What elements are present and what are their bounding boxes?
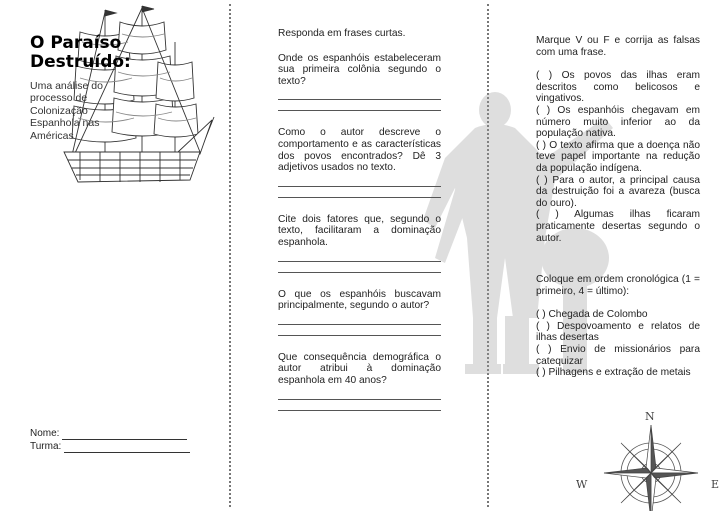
- name-label: Nome:: [30, 427, 60, 439]
- order-item: ( ) Chegada de Colombo: [536, 309, 648, 321]
- answer-lines-4[interactable]: [278, 314, 441, 336]
- brochure-title: O Paraíso Destruído:: [30, 33, 131, 72]
- tf-item: ( ) O texto afirma que a doença não teve papel importante na redução da população indígena.: [536, 139, 700, 174]
- order-intro: Coloque em ordem cronológica (1 = primeiro, 4 = último):: [536, 274, 700, 297]
- student-info: [30, 427, 190, 453]
- class-line: [64, 443, 190, 453]
- compass-rose-icon: [596, 411, 706, 511]
- question-1: Onde os espanhóis estabeleceram sua primeira colônia segundo o texto?: [278, 52, 441, 87]
- answer-lines-1[interactable]: [278, 89, 441, 111]
- tf-item: ( ) Algumas ilhas ficaram praticamente desertas segundo o autor.: [536, 209, 700, 244]
- fold-line-left: [229, 4, 231, 507]
- true-false-intro: Marque V ou F e corrija as falsas com uma frase.: [536, 35, 700, 58]
- order-item: ( ) Envio de missionários para catequizar: [536, 344, 700, 367]
- tf-item: ( ) Os espanhóis chegavam em número muito inferior ao da população nativa.: [536, 104, 700, 140]
- order-item: ( ) Pilhagens e extração de metais: [536, 367, 691, 379]
- compass-north-label: N: [645, 410, 655, 423]
- question-3: Cite dois fatores que, segundo o texto, facilitaram a dominação espanhola.: [278, 213, 441, 248]
- answer-lines-5[interactable]: [278, 389, 441, 411]
- class-label: Turma:: [30, 440, 62, 452]
- class-row: [30, 440, 190, 453]
- answer-lines-3[interactable]: [278, 251, 441, 273]
- tf-item: ( ) Para o autor, a principal causa da destruição foi a avareza (busca do ouro).: [536, 174, 700, 209]
- name-row: [30, 427, 190, 440]
- questions-panel: [278, 28, 441, 411]
- name-line: [62, 430, 187, 440]
- order-item: ( ) Despovoamento e relatos de ilhas desertas: [536, 320, 700, 344]
- question-2: Como o autor descreve o comportamento e as características dos povos encontrados? Dê 3 adjetivos usados no texto.: [278, 127, 441, 174]
- tf-item: ( ) Os povos das ilhas eram descritos como belicosos e vingativos.: [536, 70, 700, 105]
- questions-intro: Responda em frases curtas.: [278, 28, 406, 39]
- compass-east-label: E: [711, 478, 720, 491]
- exercises-panel: [536, 35, 700, 379]
- question-4: O que os espanhóis buscavam principalmente, segundo o autor?: [278, 288, 441, 312]
- answer-lines-2[interactable]: [278, 176, 441, 198]
- compass-west-label: W: [576, 478, 588, 491]
- question-5: Que consequência demográfica o autor atribui à dominação espanhola em 40 anos?: [278, 351, 441, 386]
- brochure-subtitle: Uma análise do processo de Colonização Espanhola nas Américas: [30, 80, 103, 142]
